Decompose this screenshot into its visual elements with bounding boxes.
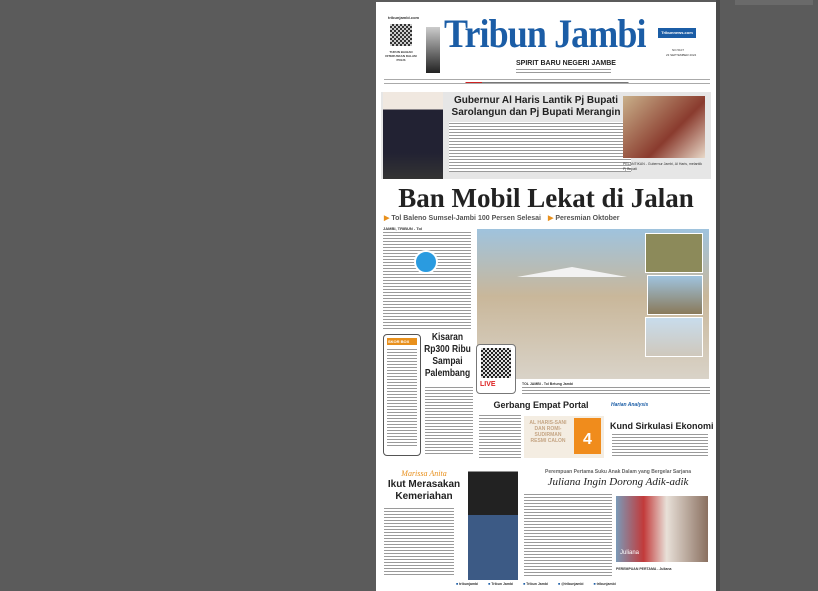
feature-name: Marissa Anita	[401, 469, 447, 478]
portal-graphic	[524, 416, 604, 458]
live-label: LIVE	[480, 381, 496, 388]
main-headline: Ban Mobil Lekat di Jalan	[398, 183, 694, 213]
social-twitter: ■ @tribunjambi	[557, 582, 584, 586]
toll-caption-body	[522, 386, 710, 394]
live-qr-box[interactable]	[476, 344, 516, 394]
masthead-title: Tribun Jambi	[444, 11, 646, 56]
subhead-1: ▶ Tol Baleno Sumsel-Jambi 100 Persen Selesai	[384, 215, 541, 222]
qr-caption: TURUN BAGIAN DITERUSKAN DALAM POLIS	[385, 50, 417, 62]
toolbar-strip[interactable]	[735, 0, 813, 5]
social-tiktok: ■ Tribun Jambi	[488, 582, 514, 586]
portal-headline: Gerbang Empat Portal	[493, 400, 589, 410]
live-qr-code[interactable]	[481, 348, 511, 378]
page-shadow	[716, 0, 720, 591]
trophy-icon	[426, 27, 440, 73]
analysis-headline: Kund Sirkulasi Ekonomi	[610, 421, 714, 431]
skor-box	[383, 334, 421, 456]
subhead-2: ▶ Peresmian Oktober	[548, 215, 620, 222]
top-story[interactable]	[381, 92, 711, 179]
side-body	[425, 386, 473, 454]
social-facebook: ■ Tribun Jambi	[523, 582, 548, 586]
top-story-body	[449, 122, 631, 172]
masthead-tagline: SPIRIT BARU NEGERI JAMBE	[516, 60, 616, 67]
marissa-photo	[468, 462, 518, 580]
qr-code[interactable]	[390, 24, 412, 46]
tribunnews-badge: Tribunnews.com	[658, 28, 696, 38]
toll-roof	[517, 267, 627, 277]
portal-number: 4	[574, 418, 601, 454]
top-story-caption: PELANTIKAN - Gubernur Jambi, Al Haris, melantik Pj Bupati	[623, 162, 702, 171]
governor-photo	[383, 92, 443, 179]
site-url: tribunjambi.com	[388, 15, 420, 20]
feature-body	[384, 507, 454, 575]
masthead-info	[516, 68, 611, 74]
top-story-headline: Gubernur Al Haris Lantik Pj Bupati Sarolangun dan Pj Bupati Merangin	[451, 95, 621, 118]
analysis-body	[612, 433, 708, 457]
juliana-caption: PEREMPUAN PERTAMA - Juliana	[616, 567, 672, 571]
masthead-rule	[384, 79, 710, 84]
juliana-photo	[616, 496, 708, 562]
main-lead: JAMBI, TRIBUN - Tol	[383, 226, 423, 231]
edition-number: NO.5107	[672, 48, 685, 52]
toll-icon	[414, 250, 438, 274]
side-headline: Kisaran Rp300 Ribu Sampai Palembang	[424, 332, 471, 379]
inauguration-photo	[623, 96, 705, 158]
newspaper-page[interactable]	[376, 2, 716, 591]
main-body	[383, 231, 471, 329]
skor-box-list	[387, 348, 417, 448]
social-instagram: ■ tribunjambi	[456, 582, 479, 586]
edition-date: 23 SEPTEMBER 2024	[666, 53, 697, 57]
feature-headline: Ikut Merasakan Kemeriahan	[387, 479, 461, 502]
inset-photo-1	[645, 233, 703, 273]
toll-photo-caption: TOL JAMBI - Tol Betung Jambi	[522, 382, 573, 386]
skor-box-label: SKOR BOX	[387, 338, 417, 345]
social-youtube: ■ tribunjambi	[593, 582, 616, 586]
inset-photo-2	[647, 275, 703, 315]
feature-kicker: Perempuan Pertama Suku Anak Dalam yang Bergelar Sarjana	[545, 469, 691, 475]
feature-title: Juliana Ingin Dorong Adik-adik	[547, 476, 689, 488]
portal-graphic-text: AL HARIS-SANI DAN ROMI-SUDIRMAN RESMI CALON	[529, 420, 567, 444]
portal-body	[479, 414, 521, 458]
juliana-photo-label: Juliana	[620, 550, 640, 556]
inset-photo-3	[645, 317, 703, 357]
juliana-body	[524, 493, 612, 577]
analysis-brand: Harian Analysis	[611, 402, 649, 408]
social-bar	[456, 582, 656, 586]
